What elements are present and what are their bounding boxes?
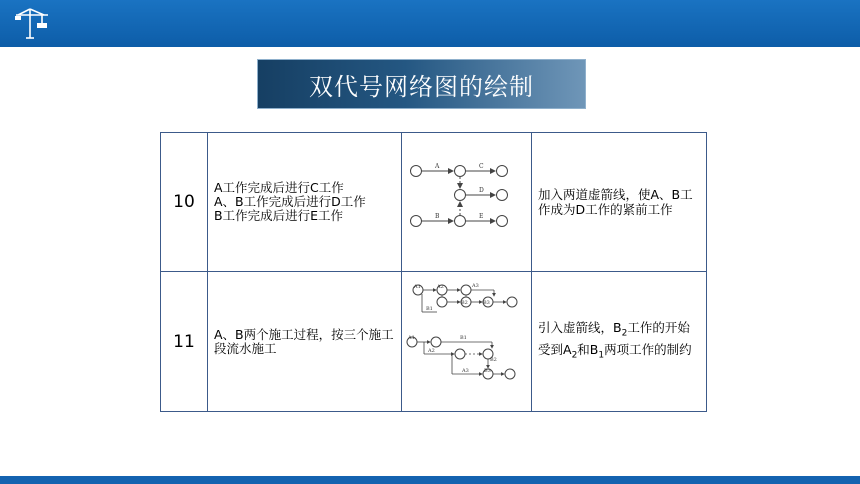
row-note: 加入两道虚箭线，使A、B工作成为D工作的紧前工作 bbox=[532, 133, 707, 272]
condition-line: A、B工作完成后进行D工作 bbox=[214, 194, 366, 209]
condition-line: B工作完成后进行E工作 bbox=[214, 208, 343, 223]
page-title bbox=[257, 59, 586, 109]
label-a3: A3 bbox=[472, 283, 479, 289]
tower-crane-icon bbox=[14, 6, 50, 40]
label-b2b: B2 bbox=[490, 357, 497, 363]
header-bar bbox=[0, 0, 860, 47]
network-diagram bbox=[402, 133, 532, 272]
title-text: 双代号网络图的绘制 bbox=[309, 72, 534, 101]
row-number: 11 bbox=[161, 272, 208, 412]
label-a3b: A3 bbox=[462, 368, 469, 374]
label-b3b: B3 bbox=[484, 368, 491, 374]
network-diagram bbox=[402, 272, 532, 412]
label-a2: A2 bbox=[437, 284, 444, 290]
row-note: 引入虚箭线，$B_2$工作的开始受到$A_2$和$B_1$两项工作的制约 bbox=[532, 272, 707, 412]
label-c: C bbox=[479, 163, 484, 170]
label-b2: B2 bbox=[461, 300, 468, 306]
label-b1: B1 bbox=[426, 306, 433, 312]
diagram-10 bbox=[402, 133, 531, 267]
network-table bbox=[160, 132, 707, 412]
row-number: 10 bbox=[161, 133, 208, 272]
label-d: D bbox=[479, 187, 484, 194]
footer-bar bbox=[0, 476, 860, 484]
table-row bbox=[161, 133, 707, 272]
label-b1b: B1 bbox=[460, 335, 467, 341]
label-b3: B3 bbox=[483, 300, 490, 306]
row-condition: A、B两个施工过程，按三个施工段流水施工 bbox=[208, 272, 402, 412]
row-condition bbox=[208, 133, 402, 272]
label-a: A bbox=[435, 163, 440, 170]
label-a1: A1 bbox=[414, 284, 421, 290]
condition-line: A工作完成后进行C工作 bbox=[214, 180, 344, 195]
table-row bbox=[161, 272, 707, 412]
diagram-11 bbox=[402, 272, 531, 407]
label-a1b: A1 bbox=[408, 335, 415, 341]
label-e: E bbox=[479, 213, 484, 220]
label-a2b: A2 bbox=[428, 348, 435, 354]
label-b: B bbox=[435, 213, 440, 220]
